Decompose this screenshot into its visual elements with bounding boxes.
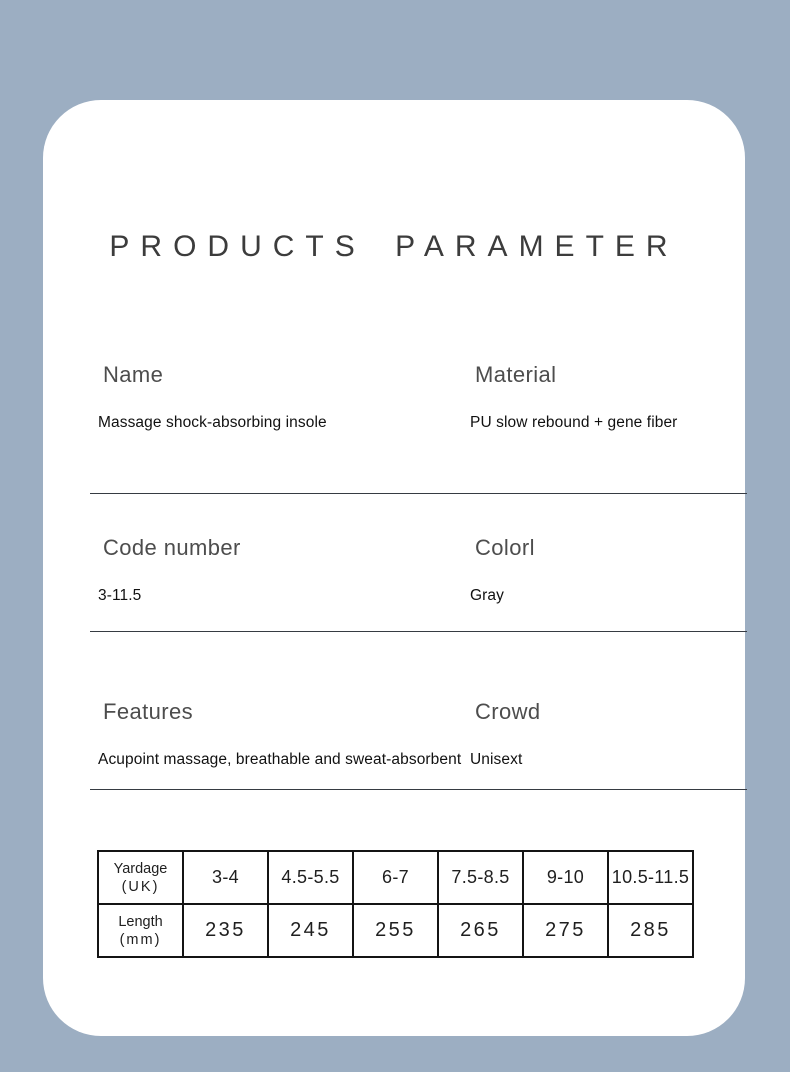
table-cell: 275	[523, 904, 608, 957]
table-cell: 255	[353, 904, 438, 957]
field-material	[470, 362, 790, 432]
field-crowd-value: Unisext	[470, 751, 523, 768]
field-name-value: Massage shock-absorbing insole	[98, 414, 327, 431]
field-color-label: Colorl	[475, 535, 535, 560]
table-cell: 285	[608, 904, 693, 957]
yardage-row-header	[98, 851, 183, 904]
table-cell: 265	[438, 904, 523, 957]
product-parameter-card	[43, 100, 745, 1036]
table-cell: 7.5-8.5	[438, 851, 523, 904]
page-title: PRODUCTS PARAMETER	[109, 230, 679, 263]
field-color-value: Gray	[470, 587, 504, 604]
table-cell: 9-10	[523, 851, 608, 904]
field-material-value: PU slow rebound + gene fiber	[470, 414, 678, 431]
field-code-number-label: Code number	[103, 535, 241, 560]
length-unit: (mm)	[119, 931, 162, 948]
field-features-value: Acupoint massage, breathable and sweat-absorbent	[98, 751, 462, 768]
yardage-label: Yardage	[113, 860, 168, 877]
table-cell: 4.5-5.5	[268, 851, 353, 904]
section-divider	[90, 789, 747, 790]
field-code-number	[98, 535, 458, 605]
table-cell: 245	[268, 904, 353, 957]
length-row-header	[98, 904, 183, 957]
table-cell: 3-4	[183, 851, 268, 904]
field-code-number-value: 3-11.5	[98, 587, 142, 604]
table-row-yardage	[98, 851, 693, 904]
section-divider	[90, 493, 747, 494]
yardage-unit: (UK)	[121, 878, 160, 895]
table-cell: 235	[183, 904, 268, 957]
field-features	[98, 699, 462, 769]
table-row-length	[98, 904, 693, 957]
field-material-label: Material	[475, 362, 557, 387]
field-color	[470, 535, 790, 605]
field-crowd-label: Crowd	[475, 699, 541, 724]
size-table	[97, 850, 694, 958]
field-crowd	[470, 699, 790, 769]
table-cell: 10.5-11.5	[608, 851, 693, 904]
section-divider	[90, 631, 747, 632]
field-features-label: Features	[103, 699, 194, 724]
length-label: Length	[118, 913, 163, 930]
table-cell: 6-7	[353, 851, 438, 904]
field-name-label: Name	[103, 362, 164, 387]
field-name	[98, 362, 458, 432]
